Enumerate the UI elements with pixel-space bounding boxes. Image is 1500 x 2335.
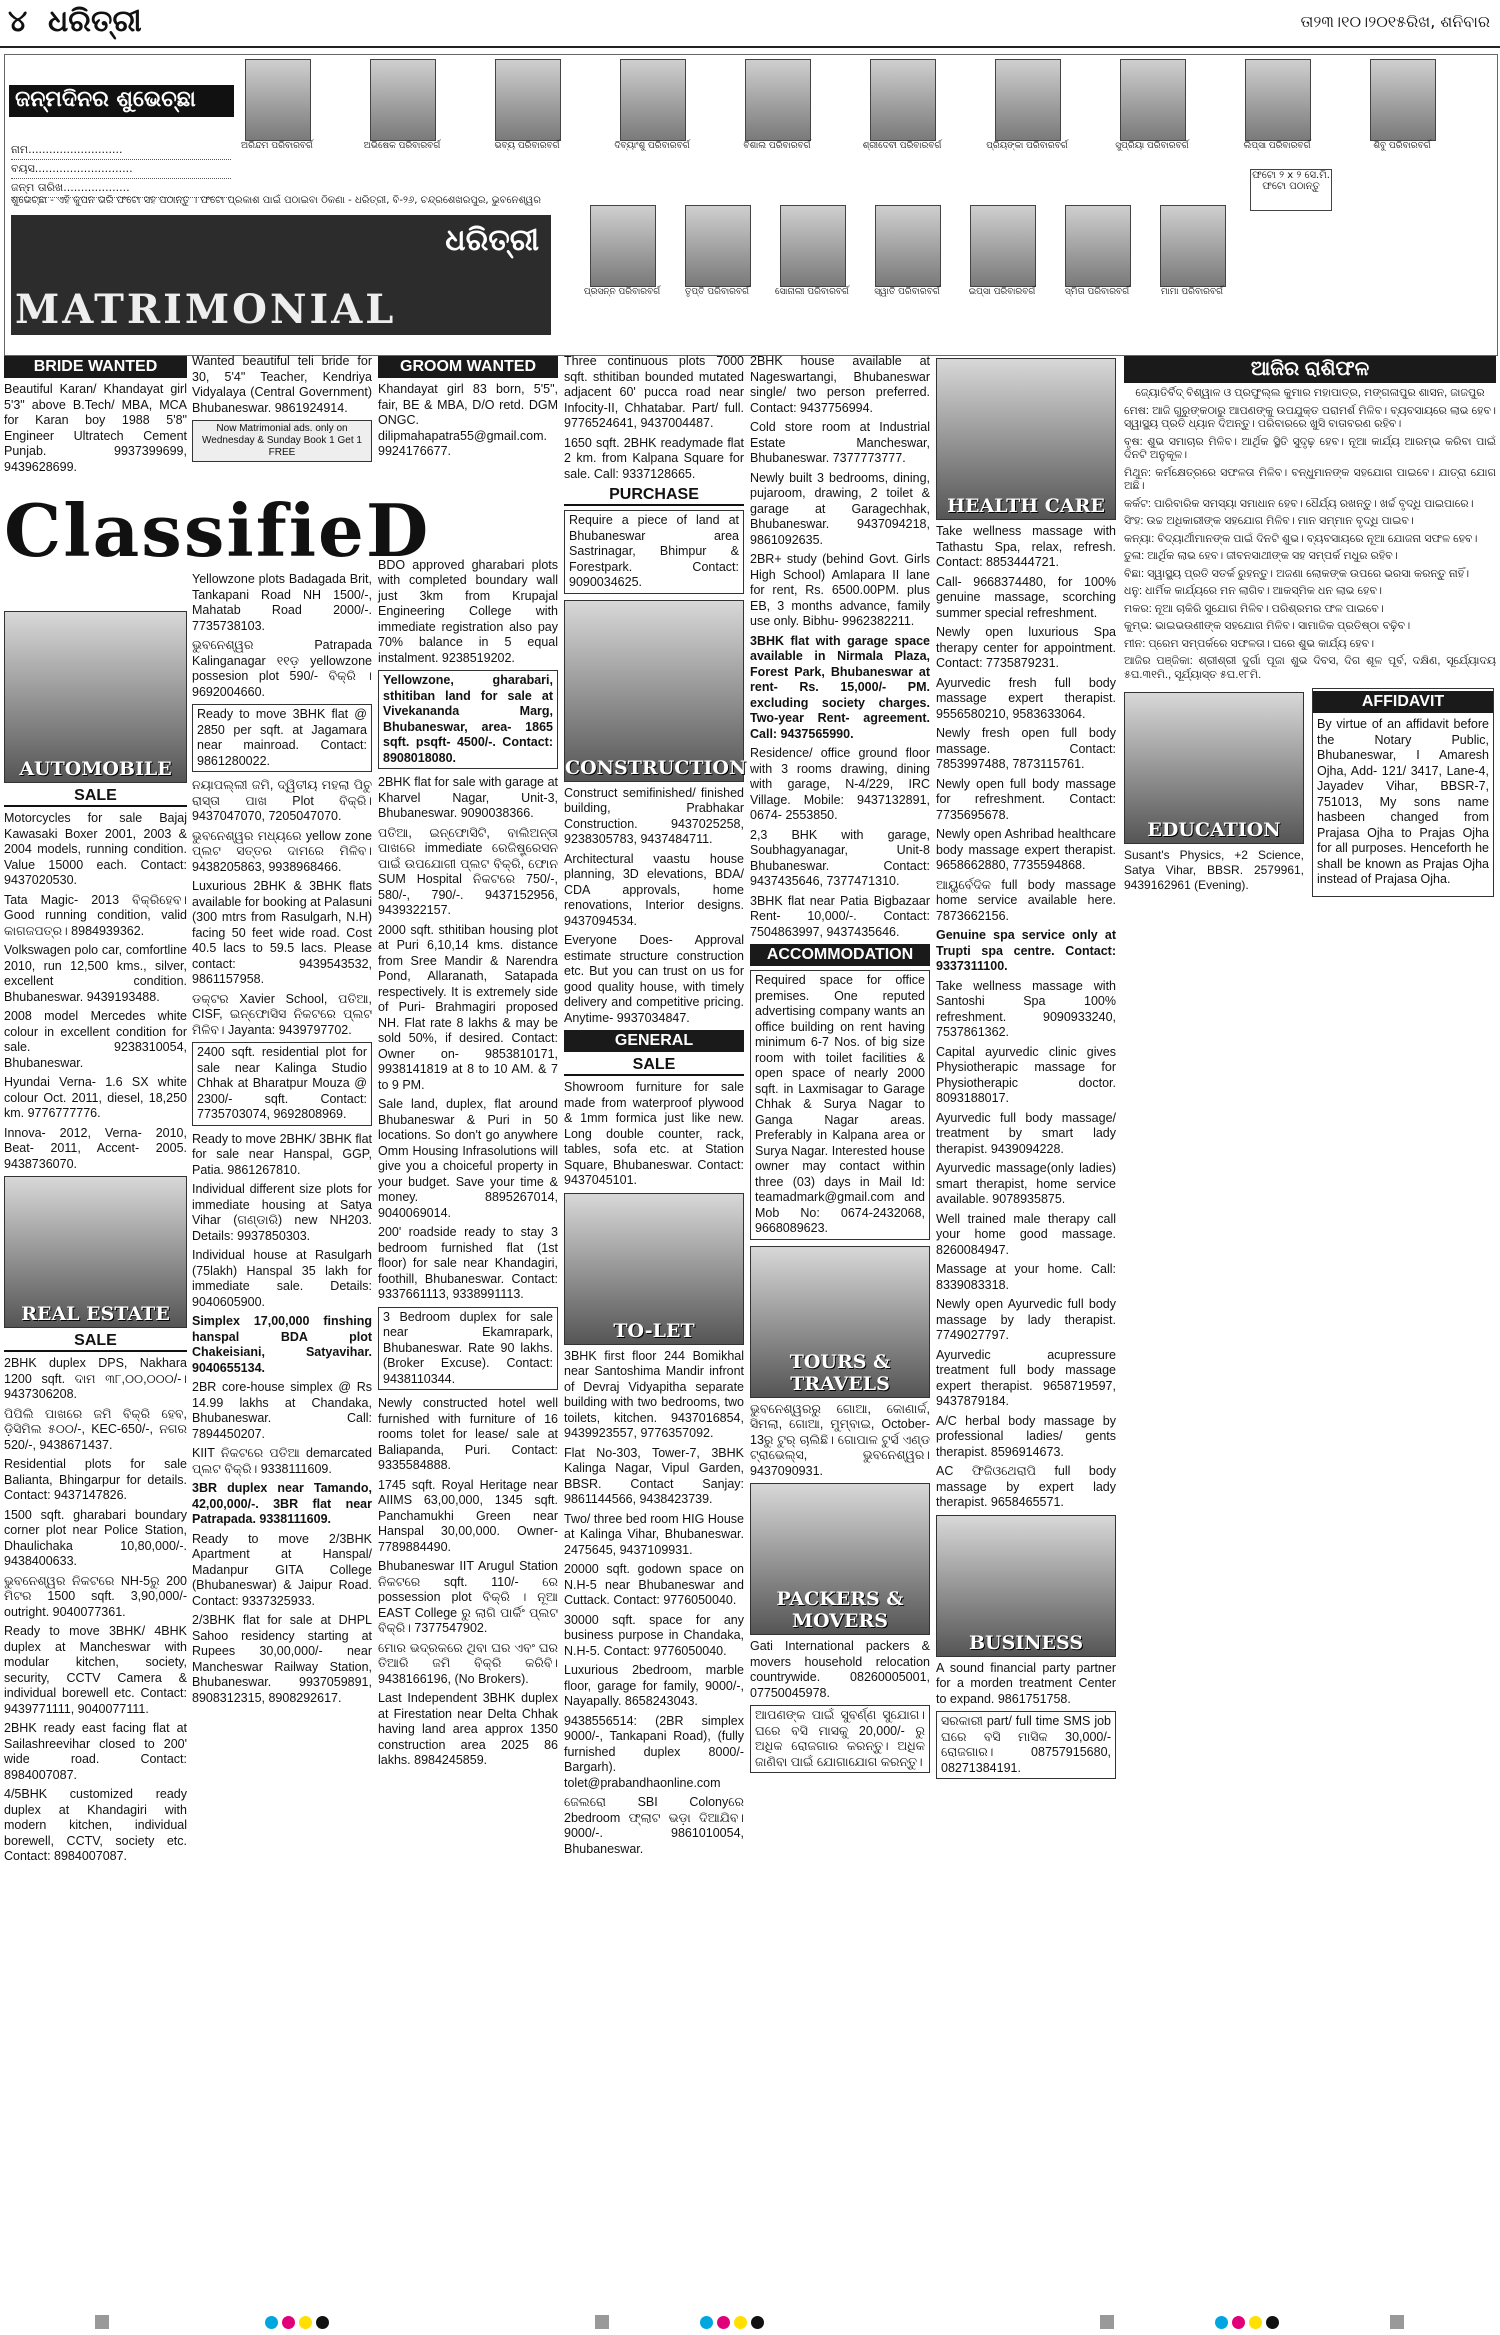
classified-ad: ଆୟୁର୍ବେଦିକ full body massage home service available here. 7873662156. <box>936 877 1116 923</box>
birthday-form <box>11 141 231 198</box>
classified-ad: 2BHK duplex DPS, Nakhara 1200 sqft. ଦାମ ୩୮,୦୦,୦୦୦/-। 9437306208. <box>4 1356 187 1401</box>
paper-logo: ଧରିତ୍ରୀ <box>48 4 142 39</box>
classified-ad: 200' roadside ready to stay 3 bedroom furnished flat (1st floor) for sale near Khandagiri, foothill, Bhubaneswar. Contact: 9337661113, 9338991113. <box>378 1225 558 1301</box>
ad-box: Yellowzone, gharabari, sthitiban land for sale at Vivekananda Marg, Bhubaneswar, area- 1865 sqft. psqft- 4500/-. Contact: 8908018080. <box>378 670 558 769</box>
classified-ad: A/C herbal body massage by professional ladies/ gents therapist. 8596914673. <box>936 1413 1116 1459</box>
ad-box: ସରକାରୀ part/ full time SMS job ଘରେ ବସି ମାସିକ 30,000/- ରୋଜଗାର। 08757915680, 08271384191. <box>936 1711 1116 1779</box>
rashifal-heading: ଆଜିର ରାଶିଫଳ <box>1124 356 1496 383</box>
rashifal-list <box>1124 405 1496 652</box>
classified-ad: Ready to move 2BHK/ 3BHK flat for sale near Hanspal, GGP, Patia. 9861267810. <box>192 1131 372 1177</box>
rashi-entry: ବୃଷ: ଶୁଭ ସମାଚାର ମିଳିବ। ଆର୍ଥିକ ସ୍ଥିତି ସୁଦୃଢ଼ ହେବ। ନୂଆ କାର୍ଯ୍ୟ ଆରମ୍ଭ କରିବା ପାଇଁ ଦିନଟି ଅନୁକୂଳ। <box>1124 435 1496 461</box>
classified-ad: Ayurvedic acupressure treatment full body massage expert therapist. 9658719597, 9437879184. <box>936 1347 1116 1408</box>
bold-ad: 3BHK flat with garage space available in Nirmala Plaza, Forest Park, Bhubaneswar at rent- Rs. 15,000/- PM. excluding society charges. Two-year Rent- agreement. Call: 9437565990. <box>750 633 930 741</box>
classified-ad: Volkswagen polo car, comfortline 2010, run 12,500 kms., silver, excellent condition. Bhubaneswar. 9439193488. <box>4 943 187 1004</box>
ad-box: Ready to move 3BHK flat @ 2850 per sqft. at Jagamara near mainroad. Contact: 9861280022. <box>192 704 372 772</box>
property-ads <box>564 354 744 482</box>
form-field: ନାମ........................... <box>11 141 231 160</box>
packers-label: PACKERS & MOVERS <box>776 1588 904 1632</box>
magenta-dot <box>717 2316 730 2329</box>
child-photo <box>245 59 311 141</box>
tours-image <box>750 1246 930 1398</box>
rashi-entry: ବିଛା: ସ୍ୱାସ୍ଥ୍ୟ ପ୍ରତି ସତର୍କ ରୁହନ୍ତୁ। ଅଜଣା ଲୋକଙ୍କ ଉପରେ ଭରସା କରନ୍ତୁ ନାହିଁ। <box>1124 567 1470 580</box>
classified-ad: KIIT ନିକଟରେ ପତିଆ demarcated ପ୍ଲଟ ବିକ୍ରି। 9338111609. <box>192 1446 372 1476</box>
automobile-label: AUTOMOBILE <box>19 758 172 780</box>
health-ads <box>936 524 1116 924</box>
child-photo <box>1120 59 1186 141</box>
classified-ad: Two/ three bed room HIG House at Kalinga Vihar, Bhubaneswar. 2475645, 9437109931. <box>564 1511 744 1557</box>
child-photo <box>590 205 656 287</box>
packers-image <box>750 1483 930 1635</box>
photo-caption: ସ୍ୱାତି ପରିବାରବର୍ଗ <box>874 287 940 297</box>
child-photo <box>875 205 941 287</box>
classified-ad: Individual different size plots for immediate housing at Satya Vihar (ଗଣ୍ଡାରି) new NH203. Details: 9937850303. <box>192 1182 372 1243</box>
classified-ad: Tata Magic- 2013 ବିକ୍ରିହେବ। Good running condition, valid କାଗଜପତ୍ର। 8984939362. <box>4 892 187 938</box>
classified-ad: 1745 sqft. Royal Heritage near AIIMS 63,00,000, 1345 sqft. Panchamukhi Green near Hanspal 30,00,000. Owner- 7789884490. <box>378 1477 558 1554</box>
purchase-heading: PURCHASE <box>564 486 744 506</box>
bold-ad: 3BR duplex near Tamando, 42,00,000/-. 3BR flat near Patrapada. 9338111609. <box>192 1481 372 1526</box>
black-dot <box>751 2316 764 2329</box>
column-7 <box>1124 354 1496 2329</box>
classified-ad: 3BHK flat near Patia Bigbazaar Rent- 10,000/-. Contact: 7504863997, 9437435646. <box>750 893 930 939</box>
classified-ad: Call- 9668374480, for 100% genuine massage, scorching summer special refreshment. <box>936 574 1116 620</box>
classified-ad: Take wellness massage with Tathastu Spa, relax, refresh. Contact: 8853444721. <box>936 524 1116 569</box>
rashi-entry: କନ୍ୟା: ବିଦ୍ୟାର୍ଥୀମାନଙ୍କ ପାଇଁ ଦିନଟି ଶୁଭ। ବ୍ୟବସାୟରେ ନୂଆ ଯୋଜନା ସଫଳ ହେବ। <box>1124 532 1478 545</box>
rashi-entry: ମିଥୁନ: କର୍ମକ୍ଷେତ୍ରରେ ସଫଳତା ମିଳିବ। ବନ୍ଧୁମାନଙ୍କ ସହଯୋଗ ପାଇବେ। ଯାତ୍ରା ଯୋଗ ଅଛି। <box>1124 466 1496 492</box>
black-dot <box>316 2316 329 2329</box>
classified-ad: Ready to move 3BHK/ 4BHK duplex at Mancheswar with modular kitchen, society, security, CCTV Camera & individual borewell etc. Contact: 9439771111, 9040077111. <box>4 1624 187 1716</box>
yellow-dot <box>299 2316 312 2329</box>
rashi-entry: ସିଂହ: ଉଚ୍ଚ ଅଧିକାରୀଙ୍କ ସହଯୋଗ ମିଳିବ। ମାନ ସମ୍ମାନ ବୃଦ୍ଧି ପାଇବ। <box>1124 515 1414 527</box>
construction-label: CONSTRUCTION <box>565 756 747 779</box>
classified-ad: Last Independent 3BHK duplex at Firestation near Delta Chhak having land area approx 1350 construction area 2025 86 lakhs. 8984245859. <box>378 1691 558 1767</box>
health-ads <box>936 979 1116 1511</box>
classified-logo: ClassifieD <box>4 488 431 573</box>
classified-ad: 2BR core-house simplex @ Rs 14.99 lakhs at Chandaka, Bhubaneswar. Call: 7894450207. <box>192 1380 372 1441</box>
classified-ad: Luxurious 2bedroom, marble floor, garage for family, 9000/-, Nayapally. 8658243043. <box>564 1663 744 1708</box>
form-field: ବୟସ............................ <box>11 160 231 179</box>
sale-heading: SALE <box>564 1056 744 1076</box>
health-care-image <box>936 358 1116 520</box>
construction-image <box>564 600 747 782</box>
general-heading: GENERAL <box>564 1030 744 1052</box>
property-ads <box>192 1532 372 1707</box>
classified-ad: 1500 sqft. gharabari boundary corner plot near Police Station, Dhaulichaka 10,80,000/-. 9438400633. <box>4 1507 187 1568</box>
rashi-entry: କୁମ୍ଭ: ଭାଇଭଉଣୀଙ୍କ ସହଯୋଗ ମିଳିବ। ସାମାଜିକ ପ୍ରତିଷ୍ଠା ବଢ଼ିବ। <box>1124 620 1411 632</box>
column-4 <box>564 354 747 2329</box>
matrimonial-offer-box: Now Matrimonial ads. only on Wednesday & Sunday Book 1 Get 1 FREE <box>192 420 372 462</box>
classified-ad: Residence/ office ground floor with 3 rooms drawing, dining with garage, N-4/229, IRC Village. Mobile: 9437132891, 0674- 2553850. <box>750 746 930 822</box>
real-estate-ads <box>4 1356 187 1865</box>
classified-ad: ଭୁବନେଶ୍ୱର ନିକଟରେ NH-5ରୁ 200 ମିଟର 1500 sqft. 3,90,000/- outright. 9040077361. <box>4 1573 187 1619</box>
classified-ad: AC ଫିଜିଓଥେରାପି full body massage by expert lady therapist. 9658465571. <box>936 1464 1116 1509</box>
photo-size-box: ଫଟୋ ୨ x ୨ ସେ.ମି. ଫଟୋ ପଠାନ୍ତୁ <box>1250 169 1332 211</box>
child-photo <box>1065 205 1131 287</box>
classified-ad: 2BHK ready east facing flat at Sailashreevihar closed to 200' wide road. Contact: 8984007087. <box>4 1721 187 1782</box>
classified-ad: Individual house at Rasulgarh (75lakh) Hanspal 35 lakh for immediate sale. Details: 9040605900. <box>192 1248 372 1309</box>
classified-ad: Residential plots for sale Balianta, Bhingarpur for details. Contact: 9437147826. <box>4 1457 187 1502</box>
ad-box: Required space for office premises. One reputed advertising company wants an office building on rent having minimum 6-7 Nos. of big size room with toilet facilities & open space of nearly 2000 sqft. in Laxmisagar to Garage Chhak & Surya Nagar to Ganga Nagar areas. Preferably in Kalpana area or Surya Nagar. Interested house owner may contact within three (03) days in Mail Id: teamadmark@gmail.com and Mob No: 0674-2432068, 9668089623. <box>750 970 930 1240</box>
photo-caption: ବିଶାଲ ପରିବାରବର୍ଗ <box>743 141 811 151</box>
photo-caption: ଭବ୍ୟ ପରିବାରବର୍ଗ <box>494 141 560 151</box>
photo-caption: ସୋନାଲୀ ପରିବାରବର୍ଗ <box>775 287 849 297</box>
classified-ad: 20000 sqft. godown space on N.H-5 near Bhubaneswar and Cuttack. Contact: 9776050040. <box>564 1562 744 1607</box>
photo-caption: ସୁପ୍ରିୟା ପରିବାରବର୍ଗ <box>1115 141 1189 151</box>
cyan-dot <box>700 2316 713 2329</box>
rashi-entry: କର୍କଟ: ପାରିବାରିକ ସମସ୍ୟା ସମାଧାନ ହେବ। ଧୈର୍ଯ୍ୟ ରଖନ୍ତୁ। ଖର୍ଚ୍ଚ ବୃଦ୍ଧି ପାଇପାରେ। <box>1124 497 1474 510</box>
to-let-image <box>564 1193 744 1345</box>
affidavit-box <box>1312 688 1494 897</box>
cyan-dot <box>265 2316 278 2329</box>
rashi-entry: ମୀନ: ପ୍ରେମ ସମ୍ପର୍କରେ ସଫଳତା। ଘରେ ଶୁଭ କାର୍ଯ୍ୟ ହେବ। <box>1124 637 1375 650</box>
child-photo <box>780 205 846 287</box>
groom-wanted-heading: GROOM WANTED <box>378 356 558 378</box>
classified-ad: 2/3BHK flat for sale at DHPL Sahoo residency starting at Rupees 30,00,000/- near Mancheswar Railway Station, Bhubaneswar. 9937059891, 8908312315, 8908292617. <box>192 1613 372 1705</box>
property-ads <box>192 1380 372 1477</box>
classified-ad: Cold store room at Industrial Estate Mancheswar, Bhubaneswar. 7377773777. <box>750 420 930 465</box>
registration-square <box>95 2315 109 2329</box>
classified-ad: 30000 sqft. space for any business purpose in Chandaka, N.H-5. Contact: 9776050040. <box>564 1612 744 1658</box>
magenta-dot <box>282 2316 295 2329</box>
classified-ad: Newly built 3 bedrooms, dining, pujaroom, drawing, 2 toilet & garage at Garagechhak, Bhubaneswar. 9437094218, 9861092635. <box>750 470 930 547</box>
property-ads <box>378 775 558 1303</box>
child-photo <box>370 59 436 141</box>
classified-ad: Ayurvedic massage(only ladies) smart therapist, home service available. 9078935875. <box>936 1161 1116 1206</box>
photo-caption: ତୃପ୍ତି ପରିବାରବର୍ଗ <box>684 287 750 297</box>
child-photo <box>495 59 561 141</box>
rashi-entry: ମକର: ନୂଆ ଚାକିରି ସୁଯୋଗ ମିଳିବ। ପରିଶ୍ରମର ଫଳ ପାଇବେ। <box>1124 602 1384 615</box>
classified-ad: Flat No-303, Tower-7, 3BHK Kalinga Nagar, Vipul Garden, BBSR. Contact Sanjay: 9861144566, 9438423739. <box>564 1445 744 1506</box>
classified-ad: Everyone Does- Approval estimate structure construction etc. But you can trust on us for good quality house, with timely delivery and competitive pricing. Anytime- 9937034847. <box>564 933 744 1025</box>
tours-label: TOURS & TRAVELS <box>789 1350 891 1395</box>
classified-ad: Showroom furniture for sale made from waterproof plywood & 1mm formica just like new. Long double counter, rack, tables, sofa etc. at Station Square, Bhubaneswar. Contact: 9437045101. <box>564 1080 744 1187</box>
property-ads <box>378 558 558 667</box>
classified-ad: 2,3 BHK with garage, Soubhagyanagar, Unit-8 Bhubaneswar. Contact: 9437435646, 7377471310. <box>750 827 930 888</box>
property-ads <box>192 1132 372 1311</box>
bride-ad: Beautiful Karan/ Khandayat girl 5'3" above B.Tech/ MBA, MCA for Karan boy 1988 5'8" Engineer Ultratech Cement Punjab. 9937399699, 9439628699. <box>4 382 187 474</box>
classified-ad: Newly open luxurious Spa therapy center for appointment. Contact: 7735879231. <box>936 625 1116 670</box>
rashi-entry: ତୁଳା: ଆର୍ଥିକ ଲାଭ ହେବ। ଜୀବନସାଥୀଙ୍କ ସହ ସମ୍ପର୍କ ମଧୁର ରହିବ। <box>1124 550 1398 562</box>
column-2 <box>192 354 372 2329</box>
child-photo <box>995 59 1061 141</box>
groom-ad: Khandayat girl 83 born, 5'5", fair, BE & MBA, D/O retd. DGM ONGC. dilipmahapatra55@gmail.com. 9924176677. <box>378 382 558 458</box>
matrimonial-title: MATRIMONIAL <box>15 286 397 333</box>
packers-ad: Gati International packers & movers household relocation countrywide. 08260005001, 07750045978. <box>750 1639 930 1700</box>
birthday-section <box>4 54 1498 356</box>
construction-ads <box>564 786 744 1027</box>
classified-ad: Massage at your home. Call: 8339083318. <box>936 1262 1116 1292</box>
property-ads <box>192 572 372 700</box>
classified-ad: Innova- 2012, Verna- 2010, Beat- 2011, Accent- 2005. 9438736070. <box>4 1125 187 1171</box>
panjika: ଆଜିର ପଞ୍ଜିକା: ଶ୍ରୀଶ୍ରୀ ଦୁର୍ଗା ପୂଜା ଶୁଭ ଦିବସ, ଦିଗ ଶୂଳ ପୂର୍ବ, ଦକ୍ଷିଣ, ସୂର୍ଯ୍ୟୋଦୟ ୫ଘ.୩୧ମି., ସୂର୍ଯ୍ୟାସ୍ତ ୫ଘ.୧୮ମି. <box>1124 655 1496 681</box>
photo-caption: ଶ୍ରୀଦେବୀ ପରିବାରବର୍ଗ <box>862 141 942 151</box>
bold-ad: Genuine spa service only at Trupti spa centre. Contact: 9337311100. <box>936 928 1116 973</box>
classified-ad: 2008 model Mercedes white colour in excellent condition for sale. 9238310054, Bhubaneswar. <box>4 1009 187 1070</box>
rashi-entry: ଧନୁ: ଧାର୍ମିକ କାର୍ଯ୍ୟରେ ମନ ଲାଗିବ। ଆକସ୍ମିକ ଧନ ଲାଭ ହେବ। <box>1124 585 1382 597</box>
classified-ad: ଭୁବନେଶ୍ୱର Patrapada Kalinganagar ୧୧ଡ଼ yellowzone possesion plot 590/- ବିକ୍ରି । 9692004660. <box>192 638 372 699</box>
classified-ad: Architectural vaastu house planning, 3D elevations, BDA/ CDA approvals, home renovations, Interior designs. 9437094534. <box>564 851 744 928</box>
classified-ad: BDO approved gharabari plots with completed boundary wall just 3km from Krupajal Engineering College with immediate registration also pay 70% balance in 5 equal instalment. 9238519202. <box>378 557 558 665</box>
real-estate-label: REAL ESTATE <box>21 1303 170 1325</box>
business-ad: A sound financial party partner for a morden treatment Center to expand. 9861751758. <box>936 1660 1116 1706</box>
classified-ad: Newly open Ayurvedic full body massage by lady therapist. 7749027797. <box>936 1297 1116 1342</box>
column-3 <box>378 354 558 2329</box>
sale-heading: SALE <box>4 787 187 807</box>
matrimonial-ad: Wanted beautiful teli bride for 30, 5'4" Teacher, Kendriya Vidyalaya (Central Government) Bhubaneswar. 9861924914. <box>192 354 372 415</box>
form-field: ଜନ୍ମ ତାରିଖ................... <box>11 179 231 198</box>
page-date: ତା୨୩।୧୦।୨୦୧୫ରିଖ, ଶନିବାର <box>1300 12 1490 31</box>
classified-ad: ପତିଆ, ଇନ୍ଫୋସିଟି, ବାଲିଅନ୍ତା ପାଖରେ immediate ରେଜିଷ୍ଟ୍ରେସନ ପାଇଁ ଉପଯୋଗୀ ପ୍ଲଟ ବିକ୍ରି, ଫୋନ SUM Hospital ନିକଟରେ 750/-, 580/-, 790/-. 9437152956, 9439322157. <box>378 825 558 917</box>
classified-ad: Ready to move 2/3BHK Apartment at Hanspal/ Madanpur GITA College (Bhubaneswar) & Jaipur Road. Contact: 9337325933. <box>192 1531 372 1608</box>
to-let-ads <box>750 354 930 630</box>
child-photo <box>970 205 1036 287</box>
classified-ad: Hyundai Verna- 1.6 SX white colour Oct. 2011, diesel, 18,250 km. 9776777776. <box>4 1075 187 1120</box>
real-estate-image <box>4 1176 187 1328</box>
classified-ad: Newly constructed hotel well furnished with furniture of 16 rooms tolet for lease/ sale at Baliapanda, Puri. Contact: 9335584888. <box>378 1396 558 1472</box>
photo-caption: ଇପ୍ସା ପରିବାରବର୍ଗ <box>968 287 1036 297</box>
page-number: ୪ <box>8 4 28 39</box>
classified-ad: Well trained male therapy call your home good massage. 8260084947. <box>936 1211 1116 1257</box>
classified-ad: Yellowzone plots Badagada Brit, Tankapani Road NH 1500/-, Mahatab Road 2000/-. 7735738103. <box>192 572 372 633</box>
classified-ad: Construct semifinished/ finished building, Prabhakar Construction. 9437025258, 9238305783, 9437484711. <box>564 785 744 846</box>
color-registration-bar <box>0 2312 1500 2332</box>
classified-ad: Take wellness massage with Santoshi Spa 100% refreshment. 9090933240, 7537861362. <box>936 978 1116 1039</box>
photo-caption: ସ୍ମିତା ପରିବାରବର୍ଗ <box>1064 287 1130 297</box>
classified-ad: Newly fresh open full body massage. Contact: 7853997488, 7873115761. <box>936 726 1116 771</box>
classified-ad: Newly open full body massage for refreshment. Contact: 7735695678. <box>936 776 1116 822</box>
photo-caption: ଦିବ୍ୟାଂଶୁ ପରିବାରବର୍ଗ <box>614 141 690 151</box>
classified-ad: 4/5BHK customized ready duplex at Khandagiri with modern kitchen, individual borewell, CCTV, society etc. Contact: 8984007087. <box>4 1787 187 1863</box>
child-photo <box>620 59 686 141</box>
to-let-ads <box>564 1349 744 1858</box>
classified-ad: 2000 sqft. sthitiban housing plot at Puri 6,10,14 kms. distance from Sree Mandir & Narendra Pond, Allaranath, Satapada respectively. It is extremely side of Puri- Brahmagiri proposed NH. Flat rate 8 lakhs & may be sold 50%, if desired. Contact: Owner on- 9853810171, 9938141819 at 8 to 10 AM. & 7 to 9 PM. <box>378 922 558 1092</box>
ad-box: 3 Bedroom duplex for sale near Ekamrapark, Bhubaneswar. Rate 90 lakhs. (Broker Excuse). Contact: 9438110344. <box>378 1307 558 1391</box>
education-image <box>1124 692 1304 844</box>
classified-ad: ମୋର ଭଦ୍ରକରେ ଥିବା ଘର ଏବଂ ଘର ତିଆରି ଜମି ବିକ୍ରି କରିବି। 9438166196, (No Brokers). <box>378 1640 558 1686</box>
bold-ad: Simplex 17,00,000 finshing hanspal BDA plot Chakeisiani, Satyavihar. 9040655134. <box>192 1314 372 1375</box>
classified-ad: 2BR+ study (behind Govt. Girls High School) Amlapara II lane for rent, Rs. 6500.00PM. plus EB, 3 months advance, family use only. Bibhu- 9962382211. <box>750 552 930 628</box>
property-ads <box>192 778 372 1038</box>
automobile-image <box>4 611 187 783</box>
property-ads <box>378 1396 558 1769</box>
page-header <box>0 0 1500 48</box>
child-photo <box>1245 59 1311 141</box>
birthday-note: ଶୁଭେଚ୍ଛା - ଏହି କୁପନ ଭରି ଫଟୋ ସହ ପଠାନ୍ତୁ । ଫଟୋ ପ୍ରକାଶ ପାଇଁ ପଠାଇବା ଠିକଣା - ଧରିତ୍ରୀ, ବି-୨୬, ଚନ୍ଦ୍ରଶେଖରପୁର, ଭୁବନେଶ୍ୱର <box>11 195 541 206</box>
business-label: BUSINESS <box>968 1631 1084 1654</box>
classified-ad: Motorcycles for sale Bajaj Kawasaki Boxer 2001, 2003 & 2004 models, running condition. Value 15000 each. Contact: 9437020530. <box>4 811 187 887</box>
photo-caption: ଲିପ୍ସା ପରିବାରବର୍ଗ <box>1243 141 1311 151</box>
ad-box: 2400 sqft. residential plot for sale near Kalinga Studio Chhak at Bharatpur Mouza @ 2300/- sqft. Contact: 7735703074, 9692808969. <box>192 1042 372 1126</box>
classified-ad: Newly open Ashribad healthcare body massage expert therapist. 9658662880, 7735594868. <box>936 827 1116 872</box>
photo-caption: ପ୍ରସନ୍ନ ପରିବାରବର୍ଗ <box>583 287 661 297</box>
classified-ad: Capital ayurvedic clinic gives Physiotherapic massage for Physiotherapic doctor. 8093188017. <box>936 1044 1116 1105</box>
tours-ad: ଭୁବନେଶ୍ୱରରୁ ଗୋଆ, କୋଣାର୍କ, ସିମଲା, ଗୋଆ, ମୁମ୍ବାଇ, October-13ରୁ ଟୁର୍ ଚାଲିଛି। ଗୋପାଳ ଟୁର୍ସ ଏଣ୍ଡ ଟ୍ରାଭେଲ୍ସ, ଭୁବନେଶ୍ୱର। 9437090931. <box>750 1401 930 1478</box>
registration-square <box>595 2315 609 2329</box>
matrimonial-banner <box>11 215 551 335</box>
classified-ad: Bhubaneswar IIT Arugul Station ନିକଟରେ sqft. 110/- ରେ possession plot ବିକ୍ରି । ନୂଆ EAST College ରୁ ଲାଗି ପାର୍କିଂ ପ୍ଲଟ ବିକ୍ରି। 7377547902. <box>378 1559 558 1635</box>
accommodation-heading: ACCOMMODATION <box>750 944 930 966</box>
classified-ad: Ayurvedic fresh full body massage expert therapist. 9556580210, 9583633064. <box>936 675 1116 721</box>
column-5 <box>750 354 930 2329</box>
child-photo <box>745 59 811 141</box>
registration-square <box>1100 2315 1114 2329</box>
to-let-label: TO-LET <box>613 1319 695 1342</box>
column-6 <box>936 354 1116 2329</box>
child-photo <box>870 59 936 141</box>
classified-ad: ନୟାପଲ୍ଲୀ ଜମି, ଦ୍ୱିତୀୟ ମହଲା ପିଚୁ ରାସ୍ତା ପାଖ Plot ବିକ୍ରି। 9437047070, 7205047070. <box>192 778 372 823</box>
yellow-dot <box>734 2316 747 2329</box>
to-let-ads <box>750 746 930 940</box>
matrimonial-logo: ଧରିତ୍ରୀ <box>445 223 539 258</box>
classified-ad: 2BHK flat for sale with garage at Kharvel Nagar, Unit-3, Bhubaneswar. 9090038366. <box>378 775 558 820</box>
classified-ad: Three continuous plots 7000 sqft. sthitiban bounded mutated adjacent 60' pucca road near Infocity-II, Chhatabar. Part/ full. 9776524641, 9437004487. <box>564 354 744 430</box>
affidavit-heading: AFFIDAVIT <box>1313 691 1493 713</box>
photo-caption: ପ୍ରିୟଙ୍କା ପରିବାରବର୍ଗ <box>986 141 1068 151</box>
registration-square <box>1390 2315 1404 2329</box>
photo-caption: ଅରିନ୍ଦମ ପରିବାରବର୍ଗ <box>241 141 313 151</box>
classified-ad: Luxurious 2BHK & 3BHK flats available for booking at Palasuni (300 mtrs from Rasulgarh, N.H) facing 50 feet wide road. Cost 40.5 lacs to 59.5 lacs. Please contact: 9439543532, 9861157958. <box>192 879 372 986</box>
general-ads <box>564 1080 744 1189</box>
classified-ad: ପିପିଲି ପାଖରେ ଜମି ବିକ୍ରି ହେବ, ଡ଼ିସିମିଲ ୫୦୦/-, KEC-650/-, ନଗର 520/-, 9438671437. <box>4 1406 187 1452</box>
ad-box: Require a piece of land at Bhubaneswar area Sastrinagar, Bhimpur & Forestpark. Contact: 9090034625. <box>564 510 744 594</box>
classified-ad: 9438556514: (2BR simplex 9000/-, Tankapani Road), (fully furnished duplex 8000/- Bargarh). tolet@prabandhaonline.com <box>564 1713 744 1790</box>
classified-ad: 1650 sqft. 2BHK readymade flat 2 km. from Kalpana Square for sale. Call: 9337128665. <box>564 435 744 481</box>
magenta-dot <box>1232 2316 1245 2329</box>
business-image <box>936 1515 1116 1657</box>
rashi-entry: ମେଷ: ଆଜି ଗୁରୁଙ୍କଠାରୁ ଆପଣଙ୍କୁ ଉପଯୁକ୍ତ ପରାମର୍ଶ ମିଳିବ। ବ୍ୟବସାୟରେ ଲାଭ ହେବ। ସ୍ୱାସ୍ଥ୍ୟ ପ୍ରତି ଧ୍ୟାନ ଦିଅନ୍ତୁ। ପରିବାରରେ ଖୁସି ବାତାବରଣ ରହିବ। <box>1124 404 1496 430</box>
yellow-dot <box>1249 2316 1262 2329</box>
birthday-title: ଜନ୍ମଦିନର ଶୁଭେଚ୍ଛା <box>9 85 234 117</box>
child-photo <box>685 205 751 287</box>
photo-caption: ମାମା ପରିବାରବର୍ଗ <box>1160 287 1224 297</box>
black-dot <box>1266 2316 1279 2329</box>
classified-ad: 3BHK first floor 244 Bomikhal near Santoshima Mandir infront of Devraj Vidyapitha separate building with two bedrooms, two toilets, kitchen. 9437016854, 9439923557, 9776357092. <box>564 1348 744 1440</box>
automobile-ads <box>4 811 187 1172</box>
classified-ad: Sale land, duplex, flat around Bhubaneswar & Puri in 50 locations. So don't go anywhere Omm Housing Infrasolutions will give you a choiceful property in your budget. Save your time & money. 8895267014, 9040069014. <box>378 1097 558 1220</box>
photo-caption: ଶିବୁ ପରିବାରବର୍ଗ <box>1373 141 1431 151</box>
ad-box: ଆପଣଙ୍କ ପାଇଁ ସୁବର୍ଣ୍ଣ ସୁଯୋଗ। ଘରେ ବସି ମାସକୁ 20,000/- ରୁ ଅଧିକ ରୋଜଗାର କରନ୍ତୁ। ଅଧିକ ଜାଣିବା ପାଇଁ ଯୋଗାଯୋଗ କରନ୍ତୁ। <box>750 1705 930 1773</box>
education-ad: Susant's Physics, +2 Science, Satya Vihar, BBSR. 2579961, 9439162961 (Evening). <box>1124 848 1304 892</box>
health-care-label: HEALTH CARE <box>947 495 1105 517</box>
classified-ad: ଜେଲରୋ SBI Colonyରେ 2bedroom ଫ୍ଲାଟ ଭଡ଼ା ଦିଆଯିବ। 9000/-. 9861010054, Bhubaneswar. <box>564 1795 744 1856</box>
classified-ad: 2BHK house available at Nageswartangi, Bhubaneswar single/ two person preferred. Contact: 9437756994. <box>750 354 930 415</box>
child-photo <box>1370 59 1436 141</box>
affidavit-text: By virtue of an affidavit before the Notary Public, Bhubaneswar, I Amaresh Ojha, Add- 121/ 3417, Lane-4, Jayadev Vihar, BBSR-7, 751013, My sons name hasbeen changed from Prajasa Ojha to Prajas Ojha for all purposes. Henceforth he shall be known as Prajas Ojha instead of Prajasa Ojha. <box>1317 717 1489 886</box>
education-label: EDUCATION <box>1147 819 1281 841</box>
classified-ad: ଡକ୍ଟର Xavier School, ପତିଆ, CISF, ଇନ୍ଫୋସିସ ନିକଟରେ ପ୍ଲଟ ମିଳିବ। Jayanta: 9439797702. <box>192 991 372 1037</box>
classified-ad: ଭୁବନେଶ୍ୱର ମଧ୍ୟରେ yellow zone ପ୍ଲଟ ସତ୍ତର ଦାମରେ ମିଳିବ। 9438205863, 9938968466. <box>192 828 372 874</box>
photo-caption: ଅଭିଷେକ ପରିବାରବର୍ଗ <box>363 141 441 151</box>
cyan-dot <box>1215 2316 1228 2329</box>
classified-ad: Ayurvedic full body massage/ treatment by smart lady therapist. 9439094228. <box>936 1110 1116 1156</box>
rashifal-byline: ଜ୍ୟୋତିର୍ବିଦ୍ ବିଶ୍ୱାଳ ଓ ପ୍ରଫୁଲ୍ଲ କୁମାର ମହାପାତ୍ର, ମଙ୍ଗଳାପୁର ଶାସନ, ଜାଜପୁର <box>1135 387 1485 399</box>
sale-heading: SALE <box>4 1332 187 1352</box>
child-photo <box>1160 205 1226 287</box>
bride-wanted-heading: BRIDE WANTED <box>4 356 187 378</box>
